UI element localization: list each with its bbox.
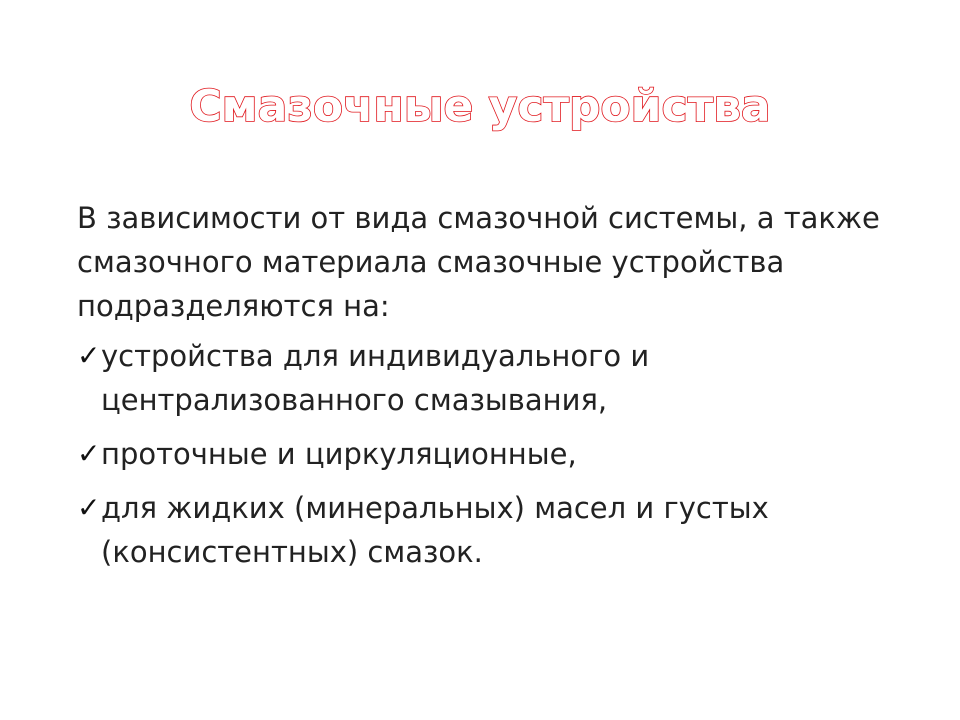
list-item: [77, 486, 907, 574]
intro-paragraph: В зависимости от вида смазочной системы, а также смазочного материала смазочные устройства подразделяются на:: [77, 201, 880, 323]
checkmark-icon: ✓: [77, 491, 101, 524]
list-item: [77, 432, 907, 476]
slide-title: Смазочные устройства: [189, 81, 771, 132]
list-item: [77, 334, 907, 422]
checkmark-icon: ✓: [77, 437, 101, 470]
bullet-text: для жидких (минеральных) масел и густых (консистентных) смазок.: [101, 491, 769, 569]
bullet-text: проточные и циркуляционные,: [101, 437, 577, 471]
checkmark-icon: ✓: [77, 339, 101, 372]
slide-body: [77, 196, 907, 584]
bullet-text: устройства для индивидуального и централизованного смазывания,: [101, 339, 650, 417]
bullet-list: [77, 334, 907, 574]
